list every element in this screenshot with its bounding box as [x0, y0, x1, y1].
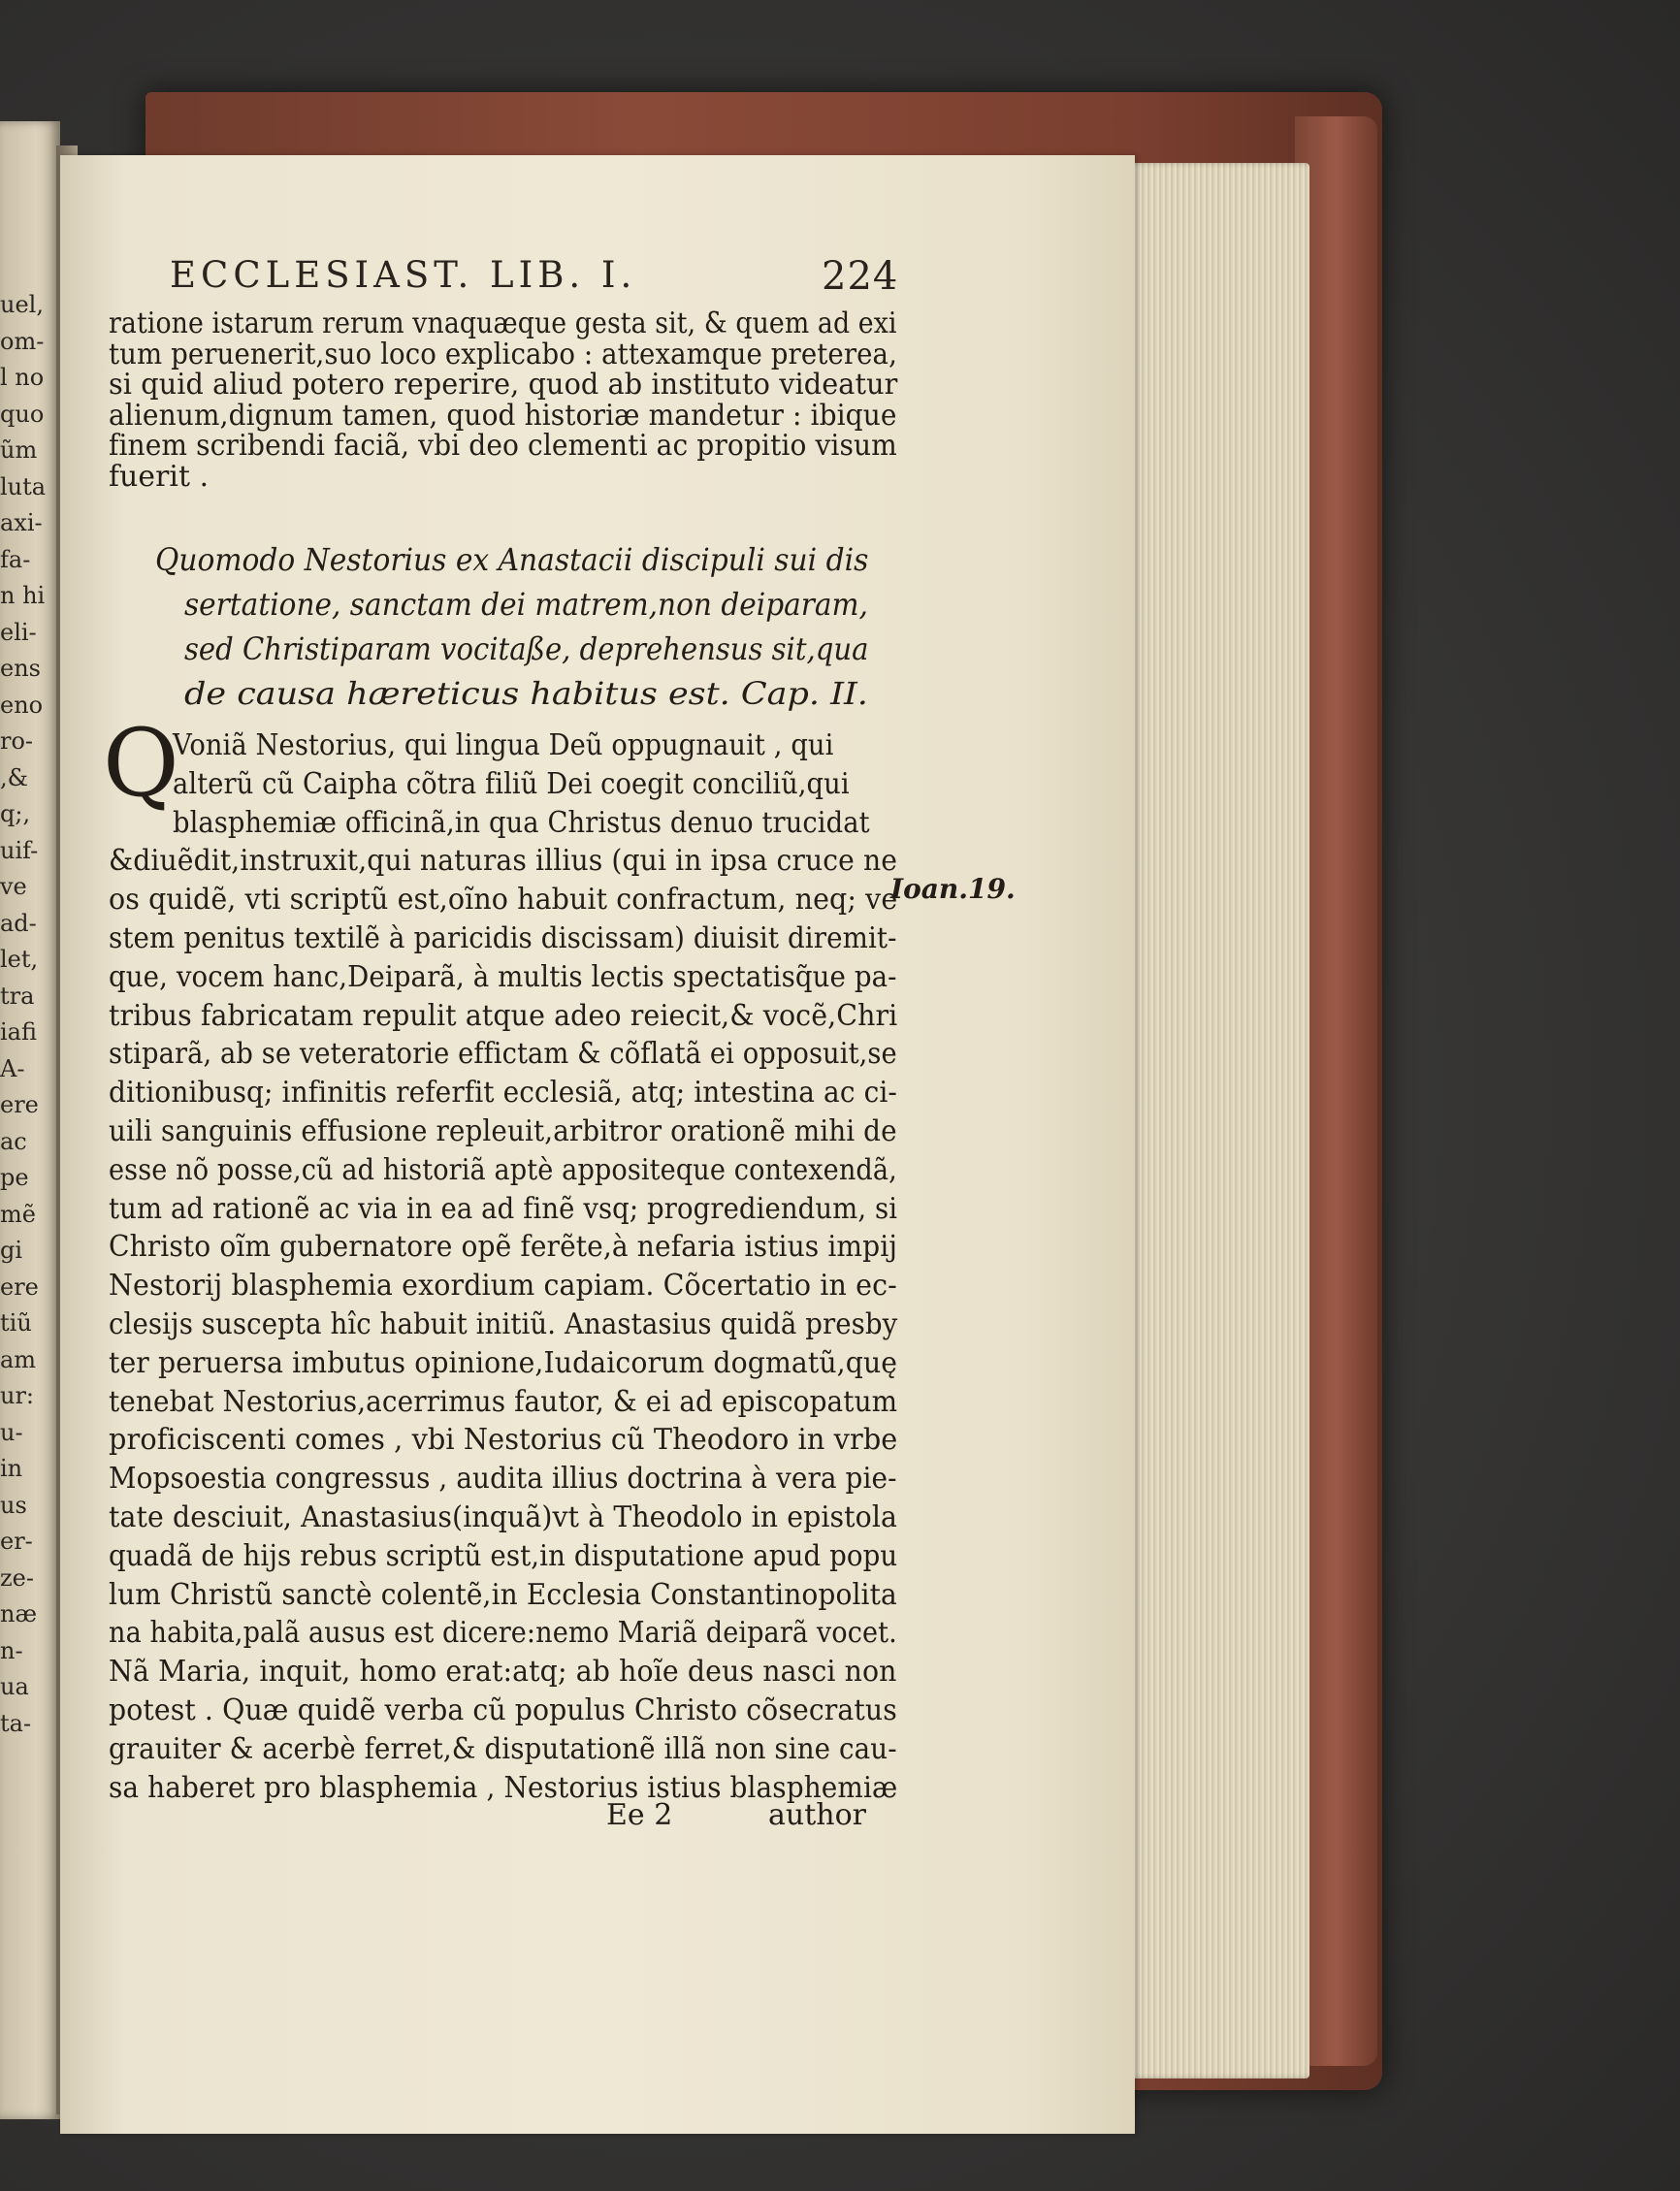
left-page-fragment: ua [0, 1673, 29, 1700]
left-page-fragment: n- [0, 1636, 23, 1664]
left-page-fragment: axi- [0, 509, 43, 536]
left-page-fragment: uif- [0, 836, 39, 864]
left-page-fragment: ere [0, 1273, 39, 1301]
left-page-fragment: A- [0, 1054, 25, 1082]
left-page-fragment: ve [0, 873, 27, 900]
left-page-edge [0, 121, 60, 2119]
catchword: author [768, 1798, 866, 1832]
left-page-fragment: iafi [0, 1018, 37, 1046]
text-line: tenebat Nestorius,acerrimus fautor, & ei ad episcopatum [109, 1384, 898, 1419]
left-page-fragment: gi [0, 1237, 23, 1264]
left-page-fragment: us [0, 1491, 27, 1519]
left-page-fragment: fa- [0, 545, 31, 573]
heading-line: sertatione, sanctam dei matrem,non deiparam, [184, 586, 868, 623]
text-line: alterũ cũ Caipha cõtra filiũ Dei coegit conciliũ,qui [173, 766, 850, 801]
signature-mark: Ee 2 [606, 1798, 673, 1832]
drop-cap: Q [103, 709, 179, 818]
left-page-fragment: ac [0, 1127, 27, 1155]
left-page-fragment: eno [0, 691, 44, 719]
heading-line: sed Christiparam vocitaße, deprehensus sit,qua [184, 630, 869, 667]
heading-line: de causa hæreticus habitus est. Cap. II. [184, 675, 868, 712]
text-line: Nestorij blasphemia exordium capiam. Cõcertatio in ec- [109, 1269, 897, 1304]
left-page-fragment: uel, [0, 291, 44, 318]
left-page-fragment: ad- [0, 909, 37, 937]
left-page-fragment: l no [0, 364, 45, 391]
left-page-fragment: ere [0, 1091, 39, 1118]
text-line: ditionibusq; infinitis referfit ecclesiã, atq; intestina ac ci- [109, 1076, 897, 1111]
text-line: potest . Quæ quidẽ verba cũ populus Christo cõsecratus [109, 1693, 897, 1727]
left-page-fragment: ur: [0, 1382, 35, 1409]
left-page-fragment: q;, [0, 800, 31, 827]
text-line: esse nõ posse,cũ ad historiã aptè appositeque contexendã, [109, 1152, 897, 1187]
left-page-fragment: ,& [0, 763, 28, 791]
left-page-fragment: am [0, 1345, 37, 1373]
left-page-fragment: mẽ [0, 1200, 36, 1228]
left-page-fragment: pe [0, 1164, 29, 1191]
text-line: tum peruenerit,suo loco explicabo : attexamque preterea, [109, 337, 897, 371]
text-line: uili sanguinis effusione repleuit,arbitror orationẽ mihi de [109, 1114, 897, 1148]
text-line: stem penitus textilẽ à paricidis discissam) diuisit diremit- [109, 921, 897, 955]
left-page-fragment: ens [0, 655, 41, 682]
left-page-fragment: om- [0, 327, 45, 355]
running-head: ECCLESIAST. LIB. I. [170, 254, 637, 296]
left-page-fragment: er- [0, 1528, 33, 1555]
text-line: clesijs suscepta hîc habuit initiũ. Anastasius quidã presby [109, 1307, 898, 1341]
text-line: grauiter & acerbè ferret,& disputationẽ illã non sine cau- [109, 1731, 897, 1766]
text-line: alienum,dignum tamen, quod historiæ mandetur : ibique [109, 398, 897, 433]
text-line: proficiscenti comes , vbi Nestorius cũ Theodoro in vrbe [109, 1423, 898, 1458]
text-line: que, vocem hanc,Deiparã, à multis lectis spectatisq̃ue pa- [109, 959, 897, 994]
text-line: blasphemiæ officinã,in qua Christus denuo trucidat [173, 805, 870, 840]
text-line: fuerit . [109, 459, 210, 494]
left-page-fragment: u- [0, 1418, 23, 1446]
text-line: Voniã Nestorius, qui lingua Deũ oppugnauit , qui [173, 728, 834, 762]
left-page-fragment: in [0, 1455, 23, 1482]
text-line: stiparã, ab se veteratorie effictam & cõflatã ei opposuit,se [109, 1037, 897, 1072]
left-page-fragment: tiũ [0, 1309, 32, 1337]
left-page-fragment: næ [0, 1600, 38, 1627]
page-block-edges [1115, 163, 1309, 2078]
text-line: quadã de hijs rebus scriptũ est,in disputatione apud popu [109, 1538, 898, 1573]
margin-note: Ioan.19. [890, 873, 1016, 905]
left-page-fragment: eli- [0, 618, 37, 646]
text-line: tum ad rationẽ ac via in ea ad finẽ vsq; progrediendum, si [109, 1191, 898, 1226]
text-line: ter peruersa imbutus opinione,Iudaicorum dogmatũ,quę [109, 1345, 898, 1380]
left-page-fragment: luta [0, 472, 47, 500]
page-number: 224 [822, 254, 899, 299]
text-line: tribus fabricatam repulit atque adeo reiecit,& vocẽ,Chri [109, 998, 898, 1033]
left-page-fragment: ũm [0, 436, 38, 464]
left-page-fragment: tra [0, 982, 35, 1010]
left-page-fragment: ro- [0, 727, 34, 755]
text-line: si quid aliud potero reperire, quod ab instituto videatur [109, 368, 898, 402]
text-line: ratione istarum rerum vnaquæque gesta sit, & quem ad exi [109, 306, 897, 340]
text-line: os quidẽ, vti scriptũ est,oĩno habuit confractum, neq; ve [109, 883, 898, 918]
left-page-fragment: n hi [0, 582, 46, 609]
text-line: Christo oĩm gubernatore opẽ ferẽte,à nefaria istius impij [109, 1230, 898, 1265]
text-line: Mopsoestia congressus , audita illius doctrina à vera pie- [109, 1462, 897, 1497]
text-line: Nã Maria, inquit, homo erat:atq; ab hoĩe deus nasci non [109, 1655, 897, 1690]
text-line: sa haberet pro blasphemia , Nestorius istius blasphemiæ [109, 1770, 898, 1805]
text-line: &diuẽdit,instruxit,qui naturas illius (qui in ipsa cruce ne [109, 844, 898, 879]
text-line: na habita,palã ausus est dicere:nemo Mariã deiparã vocet. [109, 1616, 897, 1651]
text-line: tate desciuit, Anastasius(inquã)vt à Theodolo in epistola [109, 1500, 897, 1534]
heading-line: Quomodo Nestorius ex Anastacii discipuli sui dis [155, 541, 869, 578]
left-page-fragment: quo [0, 400, 45, 428]
left-page-fragment: let, [0, 946, 39, 973]
left-page-fragment: ta- [0, 1709, 32, 1737]
text-line: finem scribendi faciã, vbi deo clementi ac propitio visum [109, 429, 897, 463]
text-line: lum Christũ sanctè colentẽ,in Ecclesia Constantinopolita [109, 1577, 897, 1612]
left-page-fragment: ze- [0, 1563, 34, 1592]
